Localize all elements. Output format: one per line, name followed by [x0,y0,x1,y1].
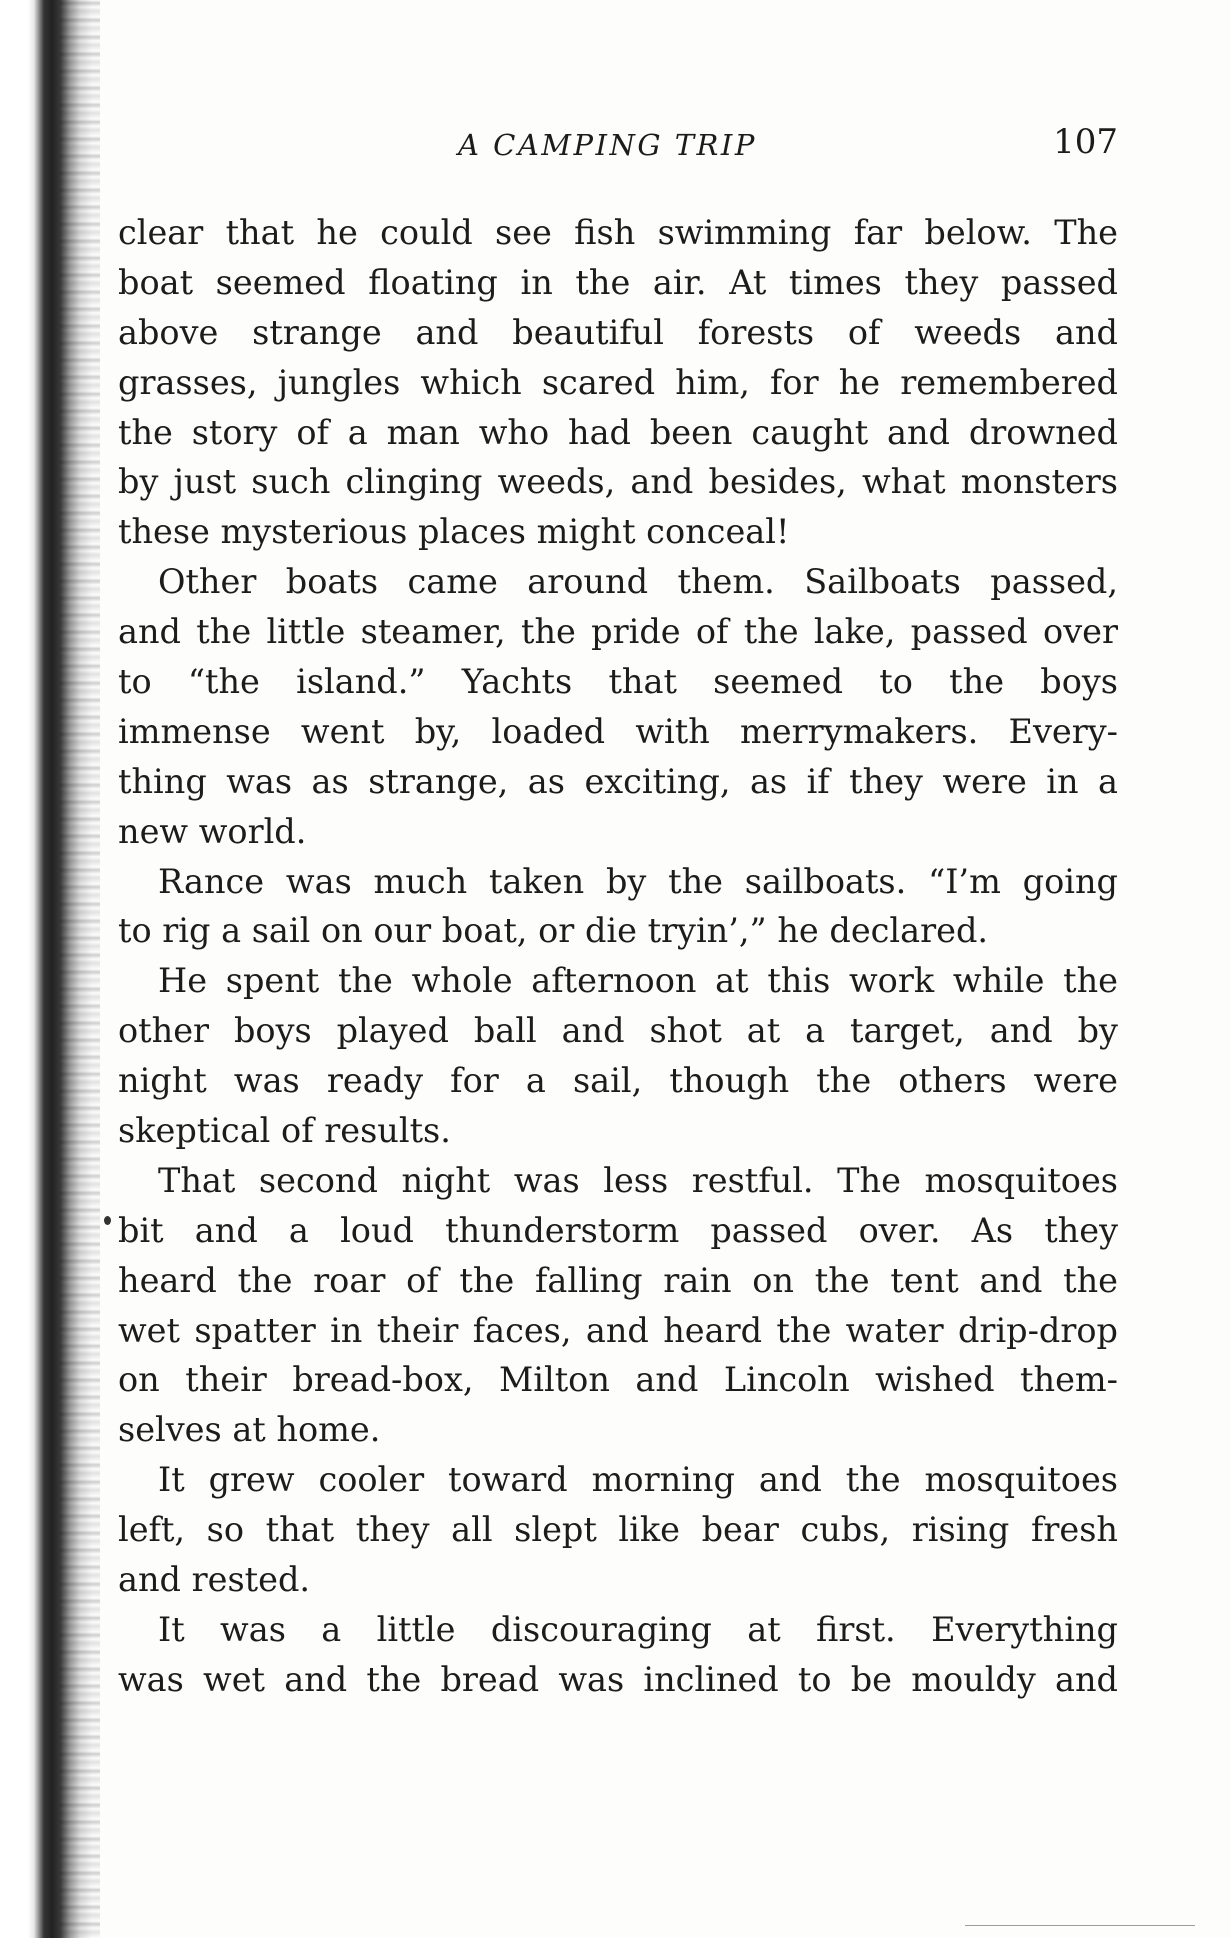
binding-texture [60,0,100,1938]
text-line: on their bread-box, Milton and Lincoln wished them- [118,1360,1118,1400]
footer-rule [965,1925,1195,1926]
text-line: and rested. [118,1560,311,1600]
text-line: Rance was much taken by the sailboats. “I’m going [158,861,1118,901]
text-line: thing was as strange, as exciting, as if they were in a [118,761,1118,801]
text-line: immense went by, loaded with merrymakers. Every- [118,711,1118,751]
text-line: these mysterious places might conceal! [118,512,790,552]
text-line: heard the roar of the falling rain on the tent and the [118,1260,1118,1300]
text-line: was wet and the bread was inclined to be mouldy and [118,1659,1118,1699]
text-line: left, so that they all slept like bear cubs, rising fresh [118,1510,1118,1550]
text-line: skeptical of results. [118,1111,451,1151]
text-line: to “the island.” Yachts that seemed to the boys [118,662,1118,702]
text-line: and the little steamer, the pride of the lake, passed over [118,612,1118,652]
text-line: It was a little discouraging at first. Everything [158,1609,1118,1649]
text-line: other boys played ball and shot at a target, and by [118,1011,1118,1051]
text-line: to rig a sail on our boat, or die tryin’,” he declared. [118,911,989,951]
text-line: That second night was less restful. The mosquitoes [158,1160,1118,1200]
text-line: Other boats came around them. Sailboats passed, [158,562,1118,602]
text-line: He spent the whole afternoon at this work while the [158,961,1118,1001]
text-line: wet spatter in their faces, and heard the water drip-drop [118,1310,1118,1350]
page-header [118,122,1118,168]
text-line: It grew cooler toward morning and the mosquitoes [158,1460,1118,1500]
text-line: the story of a man who had been caught and drowned [118,412,1118,452]
text-line: selves at home. [118,1410,381,1450]
text-line: by just such clinging weeds, and besides, what monsters [118,462,1118,502]
text-line: boat seemed floating in the air. At times they passed [118,262,1118,302]
page-number: 107 [1053,122,1118,162]
text-line: grasses, jungles which scared him, for he remembered [118,362,1118,402]
ink-speck [104,1216,111,1225]
text-line: night was ready for a sail, though the others were [118,1061,1118,1101]
text-line: clear that he could see fish swimming far below. The [118,213,1118,252]
text-line: above strange and beautiful forests of weeds and [118,312,1118,352]
body-text [118,208,1118,1705]
text-line: new world. [118,811,307,851]
running-title: A CAMPING TRIP [458,128,757,162]
text-line: bit and a loud thunderstorm passed over. As they [118,1210,1118,1250]
